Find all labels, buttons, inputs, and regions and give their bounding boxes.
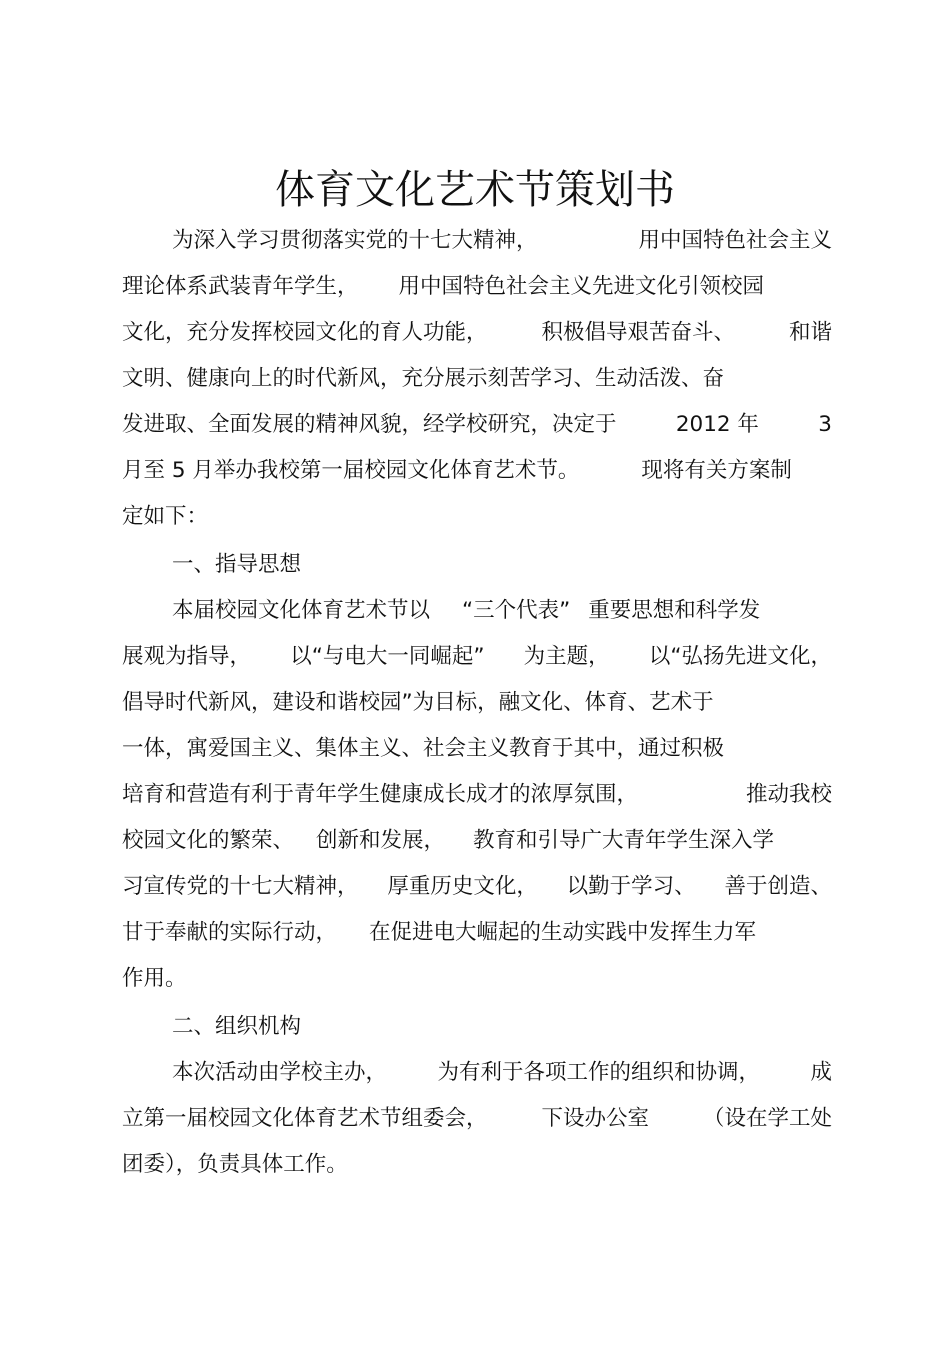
text-segment: 为深入学习贯彻落实党的十七大精神，: [172, 228, 538, 253]
paragraph-line: [172, 542, 832, 588]
text-segment: 校园文化的繁荣、: [122, 828, 295, 853]
text-segment: 习宣传党的十七大精神，: [122, 874, 359, 899]
paragraph-line: [122, 864, 832, 910]
document-title: 体育文化艺术节策划书: [275, 167, 675, 213]
text-segment: （设在学工处: [702, 1106, 832, 1131]
text-segment: 二、组织机构: [172, 1014, 302, 1039]
text-segment: 创新和发展，: [316, 828, 446, 853]
text-segment: “三个代表”: [462, 598, 571, 623]
text-segment: 月至 5 月举办我校第一届校园文化体育艺术节。: [122, 458, 580, 483]
text-segment: 立第一届校园文化体育艺术节组委会，: [122, 1106, 488, 1131]
paragraph-line: [122, 448, 832, 494]
paragraph-line: [122, 818, 832, 864]
text-segment: 倡导时代新风，建设和谐校园”为目标，融文化、体育、艺术于: [122, 690, 714, 715]
text-segment: 以勤于学习、: [566, 874, 696, 899]
text-segment: 一、指导思想: [172, 552, 302, 577]
text-segment: 本届校园文化体育艺术节以: [172, 598, 431, 623]
paragraph-line: [172, 1004, 832, 1050]
paragraph-line: [172, 218, 832, 264]
text-segment: 为有利于各项工作的组织和协调，: [437, 1060, 760, 1085]
text-segment: 现将有关方案制: [641, 458, 792, 483]
text-segment: 3: [818, 412, 832, 437]
text-segment: 展观为指导，: [122, 644, 252, 669]
paragraph-line: [122, 310, 832, 356]
text-segment: 厚重历史文化，: [387, 874, 538, 899]
paragraph-line: [122, 356, 832, 402]
paragraph-line: [122, 634, 832, 680]
text-segment: 和谐: [788, 320, 832, 345]
paragraph-line: [122, 772, 832, 818]
text-segment: 本次活动由学校主办，: [172, 1060, 388, 1085]
text-segment: 重要思想和科学发: [588, 598, 761, 623]
text-segment: 团委），负责具体工作。: [122, 1152, 348, 1177]
text-segment: 成: [810, 1060, 832, 1085]
text-segment: 发进取、全面发展的精神风貌，经学校研究，决定于: [122, 412, 617, 437]
text-segment: 为主题，: [523, 644, 610, 669]
text-segment: 以“与电大一同崛起”: [290, 644, 485, 669]
text-segment: 定如下：: [122, 504, 209, 529]
text-segment: 用中国特色社会主义先进文化引领校园: [398, 274, 765, 299]
text-segment: 推动我校: [745, 782, 832, 807]
text-segment: 以“弘扬先进文化，: [648, 644, 832, 669]
paragraph-line: [172, 1050, 832, 1096]
paragraph-line: [122, 402, 832, 448]
text-segment: 培育和营造有利于青年学生健康成长成才的浓厚氛围，: [122, 782, 639, 807]
paragraph-line: [122, 910, 832, 956]
text-segment: 用中国特色社会主义: [638, 228, 832, 253]
text-segment: 积极倡导艰苦奋斗、: [541, 320, 735, 345]
paragraph-line: [122, 494, 832, 540]
text-segment: 作用。: [122, 966, 187, 991]
text-segment: 教育和引导广大青年学生深入学: [473, 828, 775, 853]
paragraph-line: [122, 726, 832, 772]
text-segment: 理论体系武装青年学生，: [122, 274, 359, 299]
text-segment: 一体，寓爱国主义、集体主义、社会主义教育于其中，通过积极: [122, 736, 725, 761]
text-segment: 善于创造、: [724, 874, 832, 899]
paragraph-line: [122, 680, 832, 726]
paragraph-line: [172, 588, 832, 634]
text-segment: 甘于奉献的实际行动，: [122, 920, 338, 945]
paragraph-line: [122, 956, 832, 1002]
text-segment: 文化，充分发挥校园文化的育人功能，: [122, 320, 488, 345]
text-segment: 在促进电大崛起的生动实践中发挥生力军: [369, 920, 757, 945]
paragraph-line: [122, 1142, 832, 1188]
paragraph-line: [122, 264, 832, 310]
paragraph-line: [122, 1096, 832, 1142]
text-segment: 下设办公室: [541, 1106, 649, 1131]
text-segment: 文明、健康向上的时代新风，充分展示刻苦学习、生动活泼、奋: [122, 366, 725, 391]
text-segment: 2012 年: [675, 412, 759, 437]
